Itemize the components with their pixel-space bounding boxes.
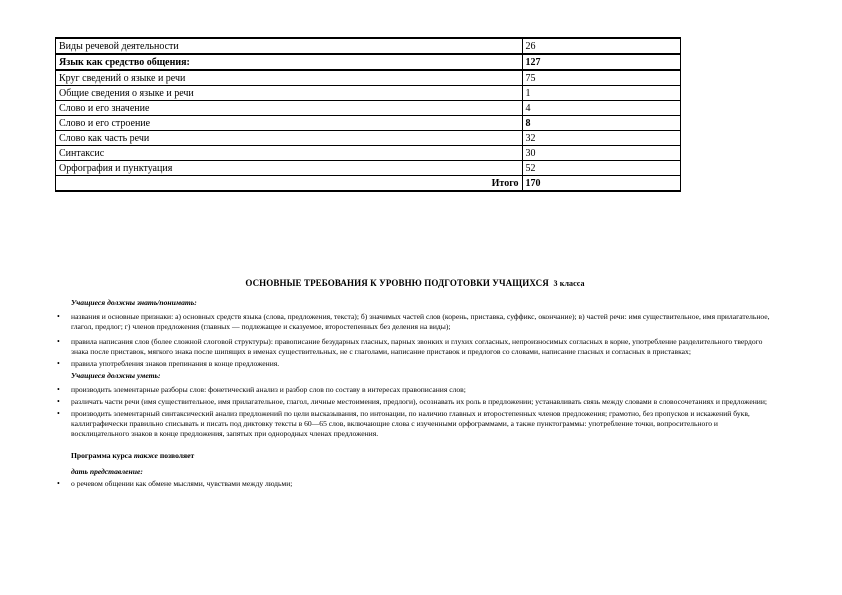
row-name: Круг сведений о языке и речи — [56, 70, 523, 86]
row-name: Общие сведения о языке и речи — [56, 86, 523, 101]
bullet-icon: • — [57, 397, 60, 406]
list-item-text: правила употребления знаков препинания в конце предложения. — [71, 359, 280, 368]
list-item — [57, 337, 773, 357]
total-label: Итого — [56, 176, 523, 192]
list-item-text: о речевом общении как обмене мыслями, чувствами между людьми; — [71, 479, 293, 488]
list-item — [57, 359, 773, 369]
able-heading: Учащиеся должны уметь: — [71, 371, 161, 380]
table-row — [56, 131, 681, 146]
row-hours: 30 — [522, 146, 681, 161]
bullet-icon: • — [57, 337, 60, 346]
know-list — [57, 312, 773, 369]
row-name: Язык как средство общения: — [56, 54, 523, 70]
bullet-icon: • — [57, 359, 60, 368]
row-name: Синтаксис — [56, 146, 523, 161]
row-hours: 127 — [522, 54, 681, 70]
table-row — [56, 38, 681, 54]
row-name: Орфография и пунктуация — [56, 161, 523, 176]
table-row — [56, 161, 681, 176]
table-row — [56, 54, 681, 70]
list-item — [57, 385, 773, 395]
row-hours: 4 — [522, 101, 681, 116]
row-hours: 26 — [522, 38, 681, 54]
program-statement — [71, 451, 773, 461]
row-hours: 52 — [522, 161, 681, 176]
requirements-section — [57, 278, 773, 491]
requirements-heading — [57, 278, 773, 289]
bullet-icon: • — [57, 409, 60, 418]
bullet-icon: • — [57, 385, 60, 394]
row-hours: 75 — [522, 70, 681, 86]
row-hours: 8 — [522, 116, 681, 131]
list-item-text: правила написания слов (более сложной слоговой структуры): правописание безударных гласных, парных звонких и глухих согласных, непроизносимых согласных в корне, употребление разделительного твердого знака после приставок, мягкого знака после шипящих в именах существительных, не с глаголами, написание приставок и предлогов со словами, написание гласных и согласных в приставках; — [71, 337, 763, 356]
requirements-grade: 3 класса — [553, 279, 585, 288]
bullet-icon: • — [57, 479, 60, 488]
table-row — [56, 116, 681, 131]
table-row — [56, 146, 681, 161]
idea-heading: дать представление: — [71, 467, 143, 476]
row-name: Слово как часть речи — [56, 131, 523, 146]
know-heading: Учащиеся должны знать/понимать: — [71, 298, 197, 307]
table-row — [56, 70, 681, 86]
list-item — [57, 397, 773, 407]
row-name: Слово и его строение — [56, 116, 523, 131]
table-row — [56, 86, 681, 101]
list-item-text: производить элементарный синтаксический анализ предложений по цели высказывания, по интонации, по наличию главных и второстепенных членов предложения; грамотно, без пропусков и искажений букв, каллиграфически правильно списывать и писать под диктовку тексты в 60—65 слов, включающие слова с изученными орфограммами, а также пунктограммы: употребление точки, вопросительного и восклицательного знаков в конце предложения, запятых при однородных членах предложения. — [71, 409, 750, 438]
program-prefix: Программа курса — [71, 451, 132, 460]
row-hours: 1 — [522, 86, 681, 101]
total-value: 170 — [522, 176, 681, 192]
list-item — [57, 312, 773, 332]
program-word: также — [133, 451, 158, 460]
row-hours: 32 — [522, 131, 681, 146]
requirements-title: ОСНОВНЫЕ ТРЕБОВАНИЯ К УРОВНЮ ПОДГОТОВКИ УЧАЩИХСЯ — [245, 278, 549, 288]
list-item-text: названия и основные признаки: а) основных средств языка (слова, предложения, текста); б) значимых частей слов (корень, приставка, суффикс, окончание); в) частей речи: имя существительное, имя прилагательное, глагол, предлог; г) членов предложения (главных — подлежащее и сказуемое, второстепенных без деления на виды); — [71, 312, 770, 331]
bullet-icon: • — [57, 312, 60, 321]
list-item — [57, 479, 773, 489]
list-item-text: различать части речи (имя существительное, имя прилагательное, глагол, личные местоимения, предлоги), осознавать их роль в предложении; устанавливать связь между словами в словосочетаниях и предложении; — [71, 397, 767, 406]
able-list — [57, 385, 773, 439]
row-name: Слово и его значение — [56, 101, 523, 116]
idea-list — [57, 479, 773, 489]
hours-table — [55, 37, 681, 192]
table-row — [56, 101, 681, 116]
program-suffix: позволяет — [159, 451, 195, 460]
list-item — [57, 409, 773, 439]
list-item-text: производить элементарные разборы слов: фонетический анализ и разбор слов по составу в интересах правописания слов; — [71, 385, 466, 394]
row-name: Виды речевой деятельности — [56, 38, 523, 54]
table-total-row — [56, 176, 681, 192]
